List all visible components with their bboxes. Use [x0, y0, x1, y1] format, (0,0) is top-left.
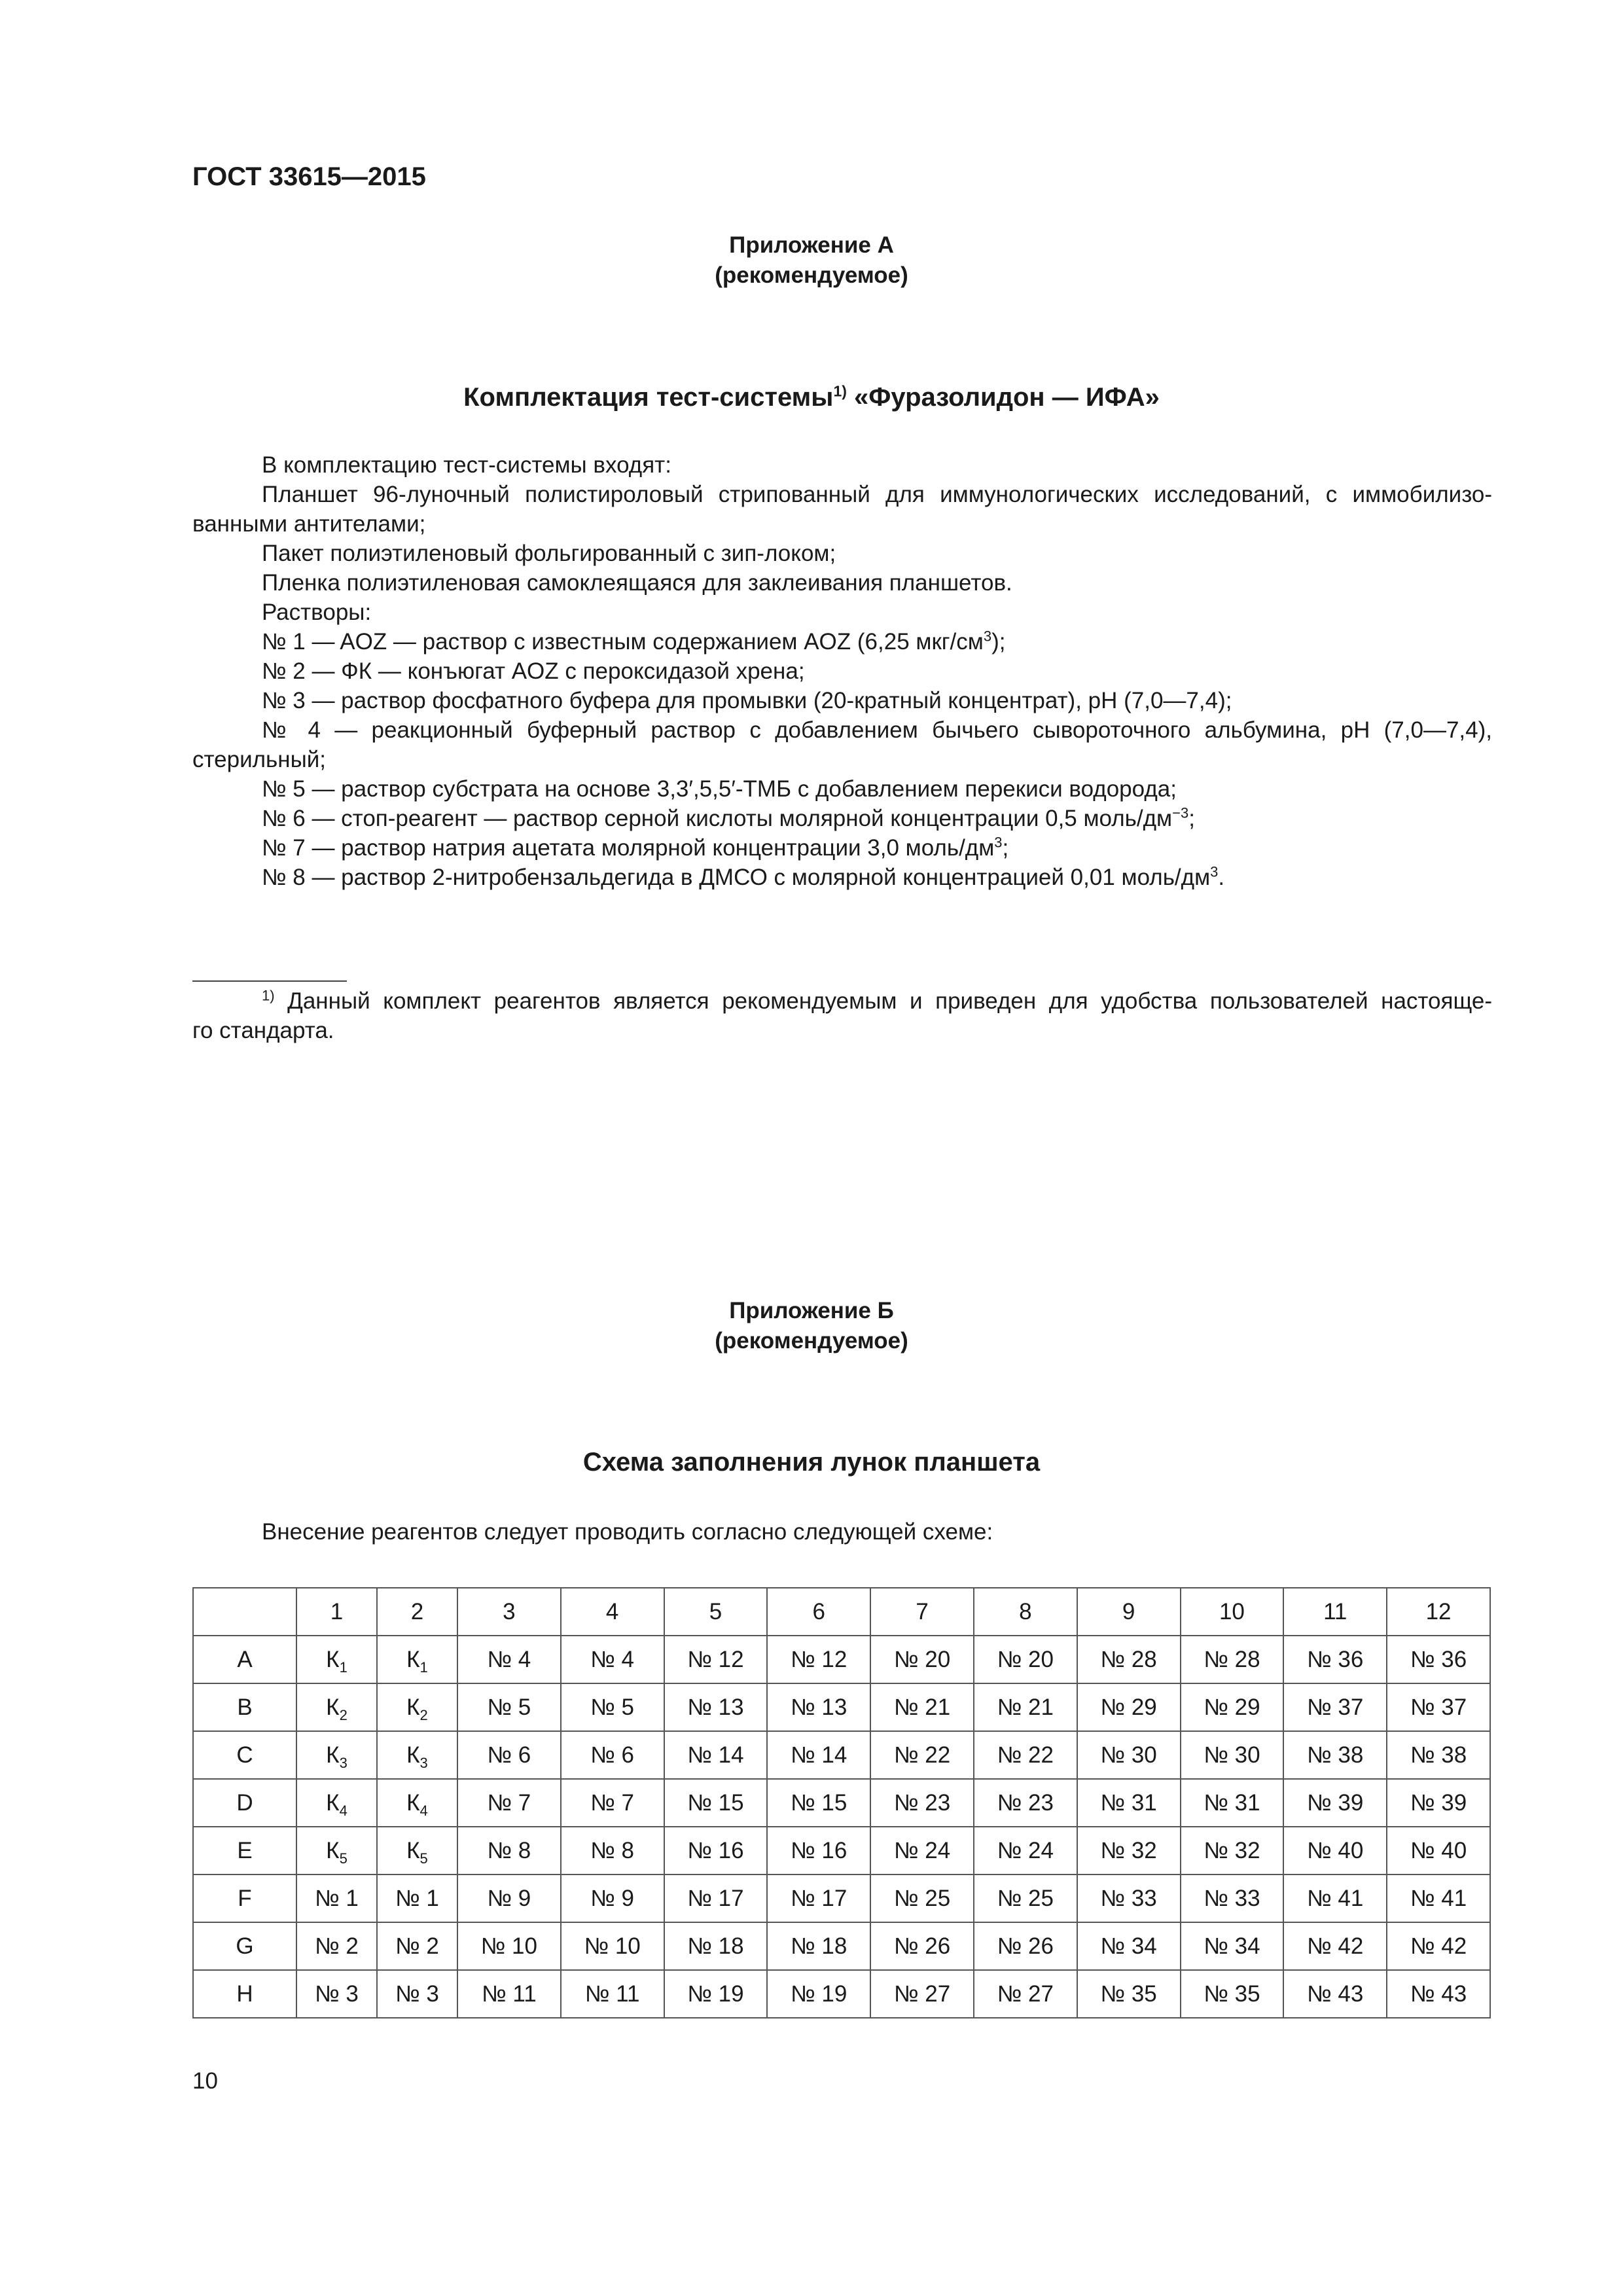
well-cell: № 41 — [1387, 1874, 1490, 1922]
row-label: D — [193, 1779, 296, 1827]
well-cell: $К_1$ — [296, 1636, 377, 1683]
well-cell: № 17 — [767, 1874, 870, 1922]
body-intro: В комплектацию тест-системы входят: — [262, 452, 671, 478]
well-cell: № 18 — [664, 1922, 768, 1970]
well-cell: № 23 — [870, 1779, 974, 1827]
table-row — [193, 1779, 1490, 1827]
well-cell: № 30 — [1077, 1731, 1181, 1779]
footnote-line2: го стандарта. — [192, 1018, 334, 1043]
well-cell: № 12 — [664, 1636, 768, 1683]
well-cell: № 38 — [1283, 1731, 1387, 1779]
well-cell: № 25 — [870, 1874, 974, 1922]
well-cell: № 27 — [870, 1970, 974, 2018]
well-cell: № 9 — [561, 1874, 664, 1922]
well-cell: № 13 — [767, 1683, 870, 1731]
column-header: 2 — [377, 1588, 457, 1636]
solution-4-line2: стерильный; — [192, 747, 327, 772]
well-cell: № 34 — [1077, 1922, 1181, 1970]
well-cell: № 32 — [1181, 1827, 1284, 1874]
footnote-line1: $^{1)}$ Данный комплект реагентов является рекомендуемым и приведен для удобства пользователей настояще- — [262, 987, 1492, 1014]
row-label: H — [193, 1970, 296, 2018]
well-cell: № 5 — [457, 1683, 561, 1731]
well-cell: № 7 — [561, 1779, 664, 1827]
solution-1: № 1 — AOZ — раствор с известным содержанием AOZ (6,25 мкг/$см^3$); — [262, 628, 1006, 655]
column-header: 8 — [974, 1588, 1077, 1636]
solution-3: № 3 — раствор фосфатного буфера для промывки (20-кратный концентрат), pH (7,0—7,4); — [262, 688, 1232, 713]
well-cell: № 12 — [767, 1636, 870, 1683]
well-cell: № 34 — [1181, 1922, 1284, 1970]
well-cell: $К_4$ — [296, 1779, 377, 1827]
well-cell: № 22 — [974, 1731, 1077, 1779]
column-header: 9 — [1077, 1588, 1181, 1636]
well-cell: № 35 — [1181, 1970, 1284, 2018]
well-cell: $К_2$ — [377, 1683, 457, 1731]
row-label: F — [193, 1874, 296, 1922]
well-cell: № 42 — [1283, 1922, 1387, 1970]
column-header: 6 — [767, 1588, 870, 1636]
column-header: 4 — [561, 1588, 664, 1636]
well-cell: № 43 — [1283, 1970, 1387, 2018]
well-cell: № 32 — [1077, 1827, 1181, 1874]
well-cell: № 9 — [457, 1874, 561, 1922]
footnote-marker: 1) — [262, 987, 275, 1004]
well-cell: № 11 — [561, 1970, 664, 2018]
footnote-separator — [192, 980, 347, 982]
well-cell: № 2 — [296, 1922, 377, 1970]
well-cell: № 20 — [974, 1636, 1077, 1683]
well-cell: № 19 — [664, 1970, 768, 2018]
well-cell: № 28 — [1077, 1636, 1181, 1683]
well-cell: № 40 — [1283, 1827, 1387, 1874]
solution-5: № 5 — раствор субстрата на основе 3,3′,5,5′-ТМБ с добавлением перекиси водорода; — [262, 776, 1177, 802]
well-cell: № 27 — [974, 1970, 1077, 2018]
well-cell: № 31 — [1077, 1779, 1181, 1827]
appendix-b-heading: Схема заполнения лунок планшета — [582, 1448, 1041, 1477]
row-label: B — [193, 1683, 296, 1731]
well-cell: $К_4$ — [377, 1779, 457, 1827]
well-cell: № 4 — [561, 1636, 664, 1683]
well-cell: № 33 — [1181, 1874, 1284, 1922]
well-cell: № 15 — [664, 1779, 768, 1827]
table-row — [193, 1731, 1490, 1779]
appendix-a-subtitle: (рекомендуемое) — [715, 262, 908, 288]
well-cell: № 36 — [1387, 1636, 1490, 1683]
table-row — [193, 1874, 1490, 1922]
well-cell: № 37 — [1283, 1683, 1387, 1731]
table-row — [193, 1922, 1490, 1970]
well-cell: $К_1$ — [377, 1636, 457, 1683]
well-cell: № 20 — [870, 1636, 974, 1683]
well-cell: № 10 — [561, 1922, 664, 1970]
page-number: 10 — [192, 2068, 218, 2094]
plate-filling-table — [192, 1587, 1491, 2018]
appendix-b-title: Приложение Б — [729, 1298, 894, 1323]
well-cell: № 10 — [457, 1922, 561, 1970]
heading-footnote-ref: 1) — [833, 382, 847, 400]
well-cell: № 31 — [1181, 1779, 1284, 1827]
well-cell: № 2 — [377, 1922, 457, 1970]
well-cell: № 39 — [1283, 1779, 1387, 1827]
well-cell: № 3 — [377, 1970, 457, 2018]
well-cell: № 16 — [664, 1827, 768, 1874]
well-cell: № 37 — [1387, 1683, 1490, 1731]
appendix-b-subtitle: (рекомендуемое) — [715, 1328, 908, 1354]
table-row — [193, 1683, 1490, 1731]
well-cell: № 8 — [561, 1827, 664, 1874]
row-label: G — [193, 1922, 296, 1970]
well-cell: № 22 — [870, 1731, 974, 1779]
well-cell: № 35 — [1077, 1970, 1181, 2018]
appendix-a-body — [192, 450, 1492, 892]
solution-6: № 6 — стоп-реагент — раствор серной кислоты молярной концентрации 0,5 моль/$дм^{-3}$; — [262, 804, 1195, 831]
well-cell: № 14 — [767, 1731, 870, 1779]
well-cell: № 15 — [767, 1779, 870, 1827]
well-cell: № 24 — [974, 1827, 1077, 1874]
row-label: A — [193, 1636, 296, 1683]
well-cell: № 11 — [457, 1970, 561, 2018]
well-cell: № 29 — [1181, 1683, 1284, 1731]
row-label: C — [193, 1731, 296, 1779]
well-cell: № 26 — [870, 1922, 974, 1970]
well-cell: № 41 — [1283, 1874, 1387, 1922]
well-cell: № 1 — [377, 1874, 457, 1922]
well-cell: $К_3$ — [296, 1731, 377, 1779]
well-cell: № 33 — [1077, 1874, 1181, 1922]
solution-7: № 7 — раствор натрия ацетата молярной концентрации 3,0 моль/$дм^3$; — [262, 834, 1009, 861]
well-cell: $К_2$ — [296, 1683, 377, 1731]
solution-8: № 8 — раствор 2-нитробензальдегида в ДМСО с молярной концентрацией 0,01 моль/$дм^3$. — [262, 863, 1225, 890]
column-header: 3 — [457, 1588, 561, 1636]
column-header: 11 — [1283, 1588, 1387, 1636]
table-row — [193, 1827, 1490, 1874]
row-label: E — [193, 1827, 296, 1874]
well-cell: № 19 — [767, 1970, 870, 2018]
solution-4-line1: № 4 — реакционный буферный раствор с добавлением бычьего сывороточного альбумина, pH (7,0—7,4), — [262, 717, 1492, 743]
footnote — [192, 986, 1492, 1045]
body-item-bag: Пакет полиэтиленовый фольгированный с зип-локом; — [262, 541, 836, 566]
appendix-b-intro: Внесение реагентов следует проводить согласно следующей схеме: — [262, 1519, 993, 1545]
column-header: 1 — [296, 1588, 377, 1636]
well-cell: № 8 — [457, 1827, 561, 1874]
well-cell: № 3 — [296, 1970, 377, 2018]
solution-2: № 2 — ФК — конъюгат AOZ с пероксидазой хрена; — [262, 658, 805, 684]
well-cell: № 13 — [664, 1683, 768, 1731]
column-header: 10 — [1181, 1588, 1284, 1636]
well-cell: № 28 — [1181, 1636, 1284, 1683]
well-cell: № 30 — [1181, 1731, 1284, 1779]
body-item-film: Пленка полиэтиленовая самоклеящаяся для заклеивания планшетов. — [262, 570, 1012, 596]
table-corner-cell — [193, 1588, 296, 1636]
column-header: 7 — [870, 1588, 974, 1636]
well-cell: № 40 — [1387, 1827, 1490, 1874]
column-header: 5 — [664, 1588, 768, 1636]
body-item-plate-line2: ванными антителами; — [192, 511, 426, 537]
table-row — [193, 1636, 1490, 1683]
well-cell: № 38 — [1387, 1731, 1490, 1779]
well-cell: № 39 — [1387, 1779, 1490, 1827]
appendix-a-heading — [0, 383, 1623, 412]
well-cell: № 1 — [296, 1874, 377, 1922]
well-cell: № 6 — [457, 1731, 561, 1779]
well-cell: № 21 — [974, 1683, 1077, 1731]
heading-product-name: «Фуразолидон — ИФА» — [846, 383, 1160, 412]
appendix-b-intro-wrap — [192, 1517, 1492, 1547]
well-cell: № 6 — [561, 1731, 664, 1779]
well-cell: № 16 — [767, 1827, 870, 1874]
well-cell: № 4 — [457, 1636, 561, 1683]
solutions-label: Растворы: — [262, 600, 372, 625]
well-cell: № 36 — [1283, 1636, 1387, 1683]
well-cell: № 5 — [561, 1683, 664, 1731]
well-cell: № 14 — [664, 1731, 768, 1779]
well-cell: № 23 — [974, 1779, 1077, 1827]
well-cell: $К_5$ — [377, 1827, 457, 1874]
appendix-a-title: Приложение А — [729, 232, 894, 258]
document-code: ГОСТ 33615—2015 — [192, 162, 426, 191]
well-cell: № 24 — [870, 1827, 974, 1874]
well-cell: № 17 — [664, 1874, 768, 1922]
heading-text: Комплектация тест-системы — [463, 383, 834, 412]
well-cell: № 29 — [1077, 1683, 1181, 1731]
well-cell: № 18 — [767, 1922, 870, 1970]
well-cell: $К_5$ — [296, 1827, 377, 1874]
well-cell: № 26 — [974, 1922, 1077, 1970]
column-header: 12 — [1387, 1588, 1490, 1636]
well-cell: $К_3$ — [377, 1731, 457, 1779]
well-cell: № 25 — [974, 1874, 1077, 1922]
table-header-row — [193, 1588, 1490, 1636]
well-cell: № 21 — [870, 1683, 974, 1731]
well-cell: № 43 — [1387, 1970, 1490, 2018]
well-cell: № 7 — [457, 1779, 561, 1827]
body-item-plate-line1: Планшет 96-луночный полистироловый стрипованный для иммунологических исследований, с иммобилизо- — [262, 482, 1492, 507]
table-row — [193, 1970, 1490, 2018]
well-cell: № 42 — [1387, 1922, 1490, 1970]
